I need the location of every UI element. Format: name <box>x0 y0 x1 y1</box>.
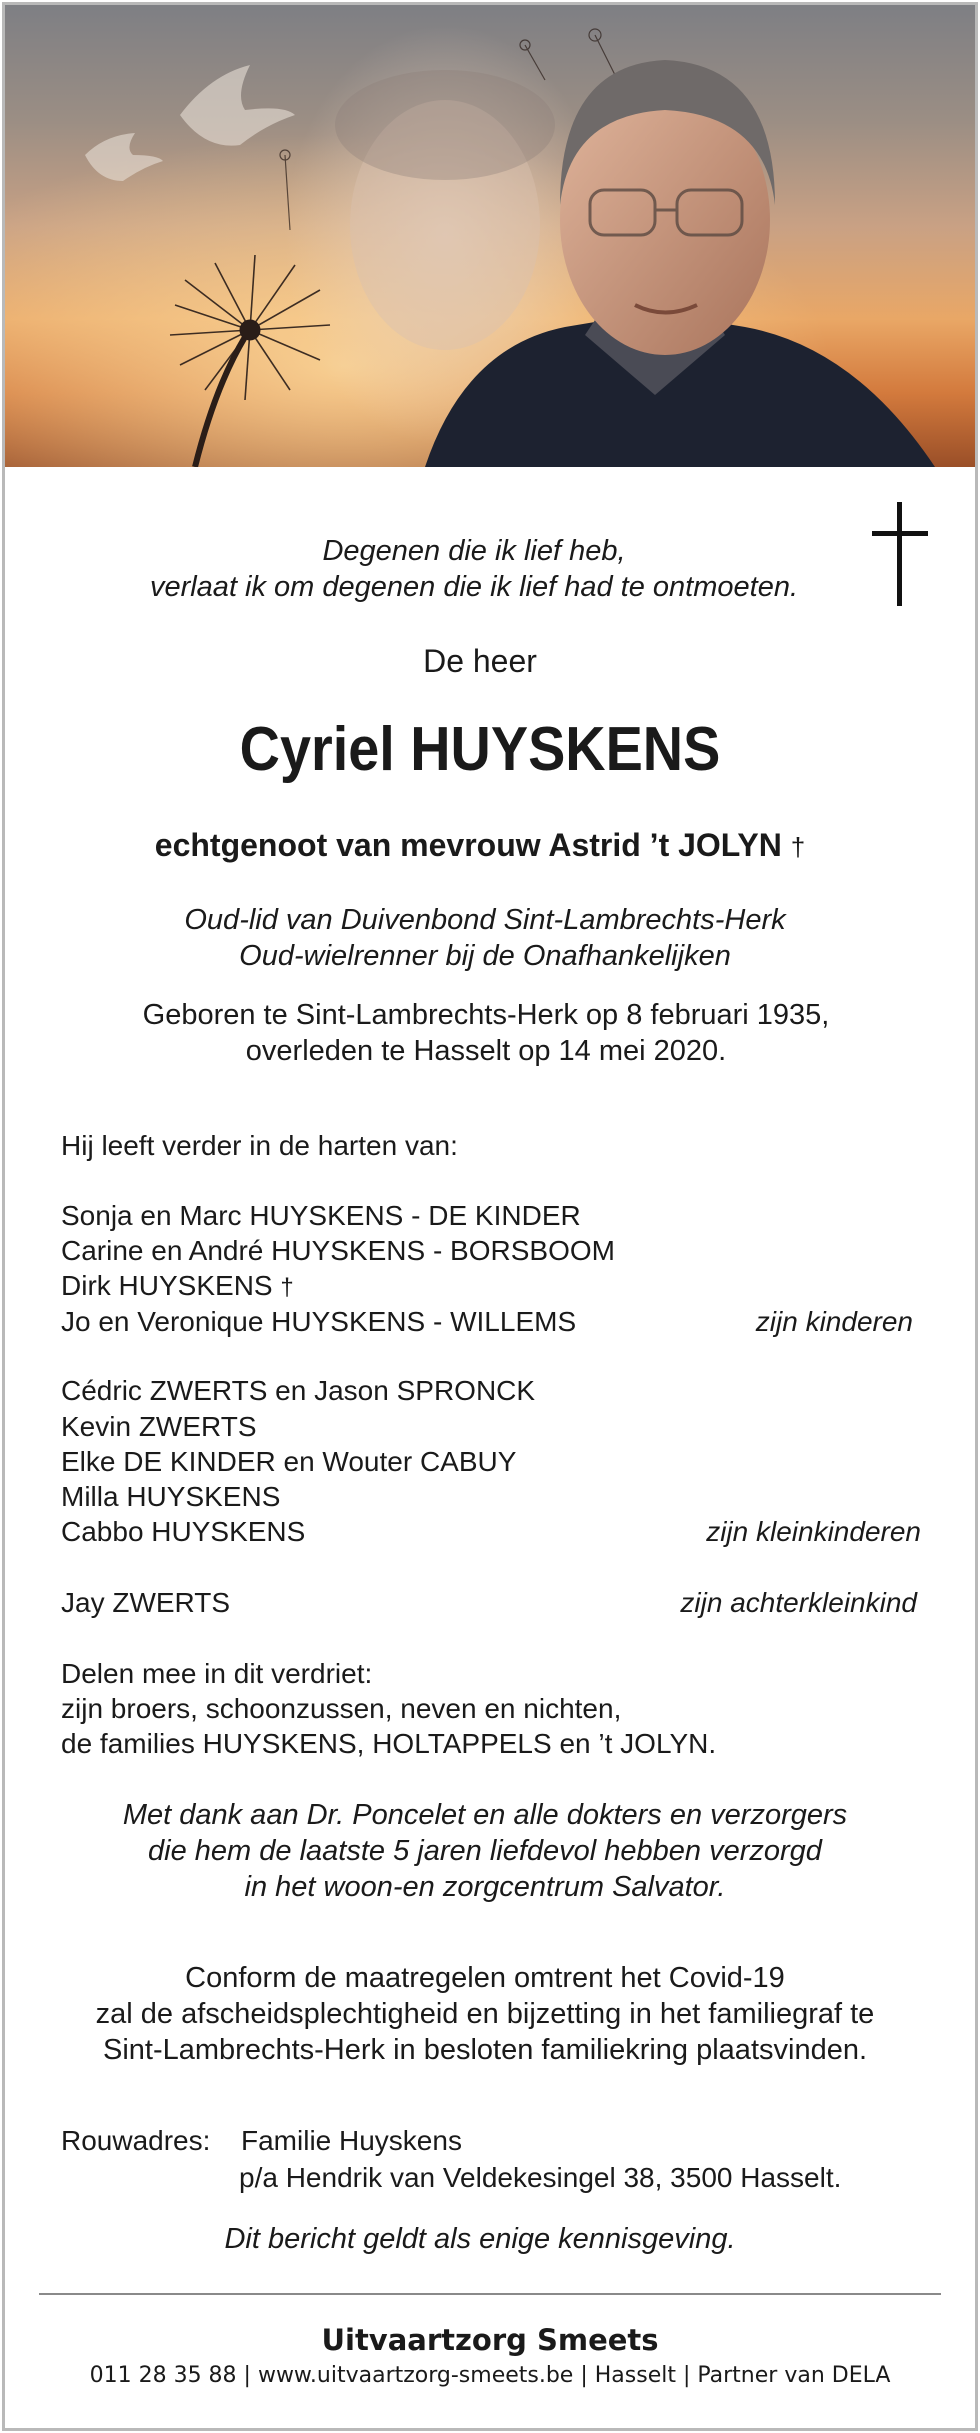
covid-line: Conform de maatregelen omtrent het Covid-19 <box>185 1962 785 1994</box>
header-photo <box>5 5 975 467</box>
thanks-line: die hem de laatste 5 jaren liefdevol hebben verzorgd <box>148 1835 822 1867</box>
deceased-name: Cyriel HUYSKENS <box>239 715 721 784</box>
relation-label: zijn kleinkinderen <box>706 1516 921 1547</box>
dates <box>2 997 971 1069</box>
child-name: Carine en André HUYSKENS - BORSBOOM <box>61 1235 615 1266</box>
lives-on-heading: Hij leeft verder in de harten van: <box>61 1130 458 1161</box>
child-name: Jo en Veronique HUYSKENS - WILLEMS <box>61 1306 577 1337</box>
address-label: Rouwadres: <box>61 2125 211 2156</box>
photo-illustration <box>5 5 975 467</box>
grandchild-name: Elke DE KINDER en Wouter CABUY <box>61 1446 517 1477</box>
sharing-line: de families HUYSKENS, HOLTAPPELS en ’t JOLYN. <box>61 1728 717 1759</box>
child-name: Sonja en Marc HUYSKENS - DE KINDER <box>61 1200 581 1231</box>
thanks-line: in het woon-en zorgcentrum Salvator. <box>244 1871 726 1903</box>
thanks-block <box>2 1797 970 1905</box>
grandchild-name: Cabbo HUYSKENS <box>61 1516 306 1547</box>
relation-label: zijn achterkleinkind <box>680 1587 917 1618</box>
quote-line: Degenen die ik lief heb, <box>322 535 626 567</box>
membership-line: Oud-wielrenner bij de Onafhankelijken <box>239 940 731 972</box>
dagger-icon: † <box>280 1274 294 1301</box>
child-name-text: Dirk HUYSKENS <box>61 1270 273 1301</box>
covid-block <box>2 1960 970 2068</box>
spouse-line <box>2 825 965 867</box>
obituary-card <box>2 2 978 2431</box>
list-item <box>61 1304 921 1339</box>
list-item <box>61 1585 921 1620</box>
quote-line: verlaat ik om degenen die ik lief had te ontmoeten. <box>149 571 799 603</box>
sharing-block <box>61 1656 716 1761</box>
company-name: Uitvaartzorg Smeets <box>321 2323 659 2357</box>
spouse-text: echtgenoot van mevrouw Astrid ’t JOLYN <box>154 827 782 863</box>
covid-line: zal de afscheidsplechtigheid en bijzetting in het familiegraf te <box>95 1998 875 2030</box>
company-contact: 011 28 35 88 | www.uitvaartzorg-smeets.be | Hasselt | Partner van DELA <box>89 2363 891 2388</box>
address-line: Familie Huyskens <box>241 2125 462 2156</box>
grandchild-name: Cédric ZWERTS en Jason SPRONCK <box>61 1375 536 1406</box>
list-item <box>61 1479 921 1514</box>
divider <box>39 2293 941 2295</box>
list-item <box>61 1198 921 1233</box>
memberships <box>2 902 970 974</box>
notice: Dit bericht geldt als enige kennisgeving. <box>224 2223 736 2255</box>
list-item <box>61 1409 921 1444</box>
sharing-line: zijn broers, schoonzussen, neven en nichten, <box>61 1693 622 1724</box>
grandchild-name: Kevin ZWERTS <box>61 1411 257 1442</box>
sharing-line: Delen mee in dit verdriet: <box>61 1658 373 1689</box>
dagger-icon: † <box>790 832 806 862</box>
list-item <box>61 1444 921 1479</box>
list-item <box>61 1514 921 1549</box>
address-line: p/a Hendrik van Veldekesingel 38, 3500 Hasselt. <box>239 2162 842 2193</box>
relation-label: zijn kinderen <box>755 1306 913 1337</box>
salutation: De heer <box>423 643 537 679</box>
quote <box>2 533 959 605</box>
list-item <box>61 1373 921 1408</box>
covid-line: Sint-Lambrechts-Herk in besloten familiekring plaatsvinden. <box>102 2034 868 2066</box>
list-item <box>61 1268 921 1303</box>
list-item <box>61 1233 921 1268</box>
grandchild-name: Milla HUYSKENS <box>61 1481 281 1512</box>
birth-line: Geboren te Sint-Lambrechts-Herk op 8 februari 1935, <box>142 999 830 1031</box>
thanks-line: Met dank aan Dr. Poncelet en alle dokters en verzorgers <box>122 1799 848 1831</box>
death-line: overleden te Hasselt op 14 mei 2020. <box>245 1035 727 1067</box>
great-grandchild-name: Jay ZWERTS <box>61 1587 231 1618</box>
membership-line: Oud-lid van Duivenbond Sint-Lambrechts-Herk <box>184 904 786 936</box>
child-name <box>61 1268 294 1305</box>
